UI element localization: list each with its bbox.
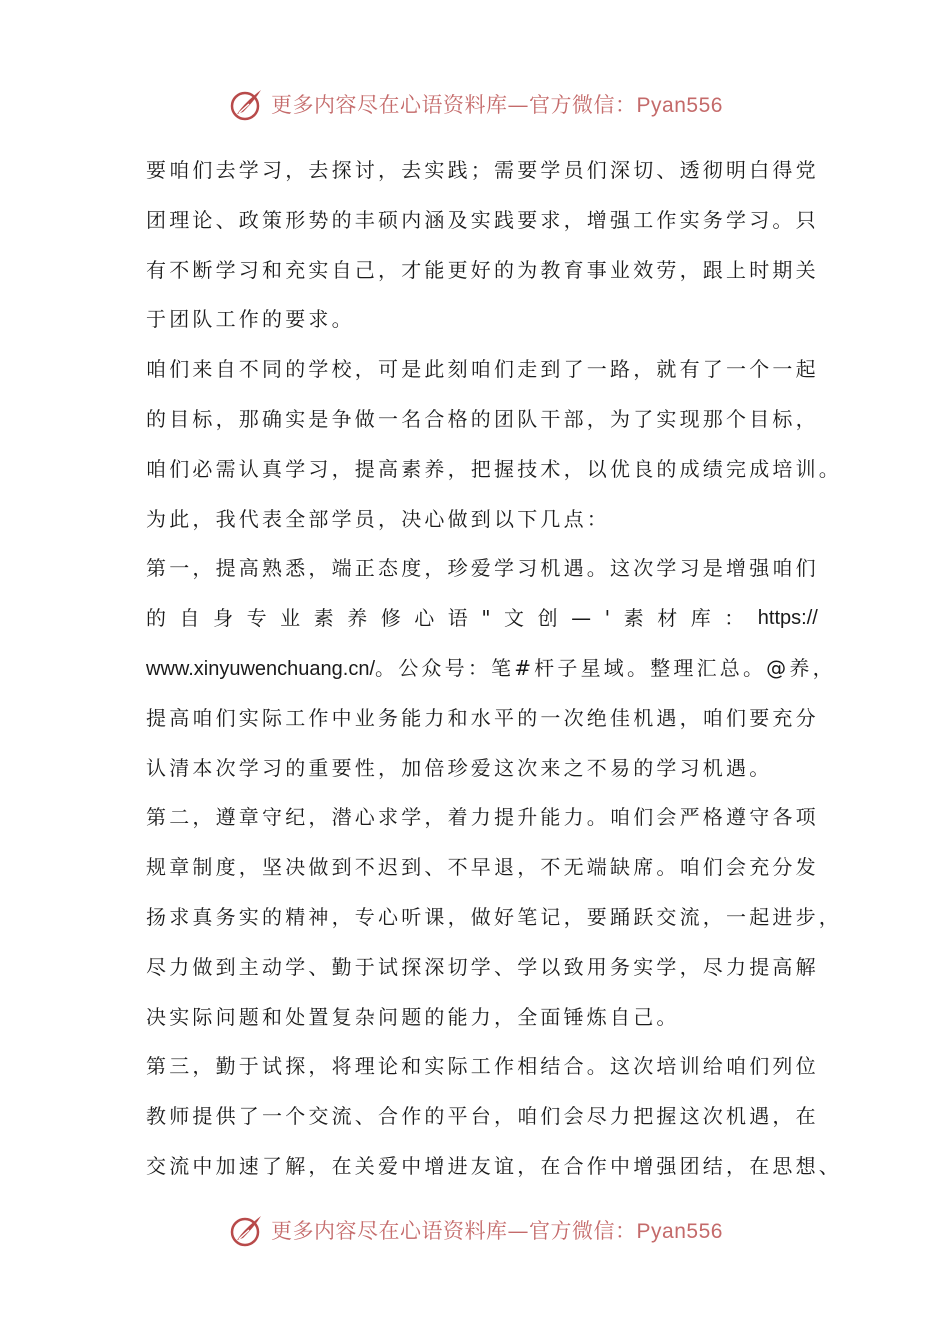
text-line: 教师提供了一个交流、合作的平台，咱们会尽力把握这次机遇，在 (146, 1104, 819, 1129)
text-line: 咱们来自不同的学校，可是此刻咱们走到了一路，就有了一个一起 (146, 357, 819, 382)
text-line: 认清本次学习的重要性，加倍珍爱这次来之不易的学习机遇。 (146, 755, 773, 780)
footer-banner (0, 1208, 950, 1252)
site-url: www.xinyuwenchuang.cn/ (146, 657, 376, 680)
text-line: 第三，勤于试探，将理论和实际工作相结合。这次培训给咱们列位 (146, 1054, 819, 1079)
banner-title: 更多内容尽在心语资料库—官方微信： (271, 93, 637, 117)
banner-title: 更多内容尽在心语资料库—官方微信： (271, 1219, 637, 1243)
spaced-char: 语 (447, 606, 468, 631)
text-line: 团理论、政策形势的丰硕内涵及实践要求，增强工作实务学习。只 (146, 207, 819, 232)
quill-logo-icon (227, 84, 267, 124)
url-fragment: https:// (757, 607, 818, 630)
spaced-char: 素 (623, 606, 644, 631)
spaced-char: 业 (280, 606, 301, 631)
text-line: 第二，遵章守纪，潜心求学，着力提升能力。咱们会严格遵守各项 (146, 805, 819, 830)
spaced-char: 自 (179, 606, 200, 631)
spaced-text-line (146, 594, 818, 644)
spaced-char: 素 (313, 606, 334, 631)
header-banner (0, 82, 950, 126)
text-line: 扬求真务实的精神，专心听课，做好笔记，要踊跃交流，一起进步， (146, 904, 842, 929)
spaced-char: 修 (380, 606, 401, 631)
text-line: 决实际问题和处置复杂问题的能力，全面锤炼自己。 (146, 1004, 680, 1029)
spaced-char: 材 (657, 606, 678, 631)
document-body (146, 146, 842, 1192)
text-line: 规章制度，坚决做到不迟到、不早退，不无端缺席。咱们会充分发 (146, 855, 819, 880)
text-line: 交流中加速了解，在关爱中增进友谊，在合作中增强团结，在思想、 (146, 1153, 842, 1178)
spaced-char: — (571, 606, 592, 631)
text-line: 有不断学习和充实自己，才能更好的为教育事业效劳，跟上时期关 (146, 257, 819, 282)
spaced-char: 创 (537, 606, 558, 631)
spaced-char: 文 (504, 606, 525, 631)
spaced-char: 养 (347, 606, 368, 631)
spaced-char: 库 (690, 606, 711, 631)
spaced-char: 专 (246, 606, 267, 631)
banner-wechat: Pyan556 (636, 94, 723, 117)
text-line: 咱们必需认真学习，提高素养，把握技术，以优良的成绩完成培训。 (146, 456, 842, 481)
banner-text (271, 89, 723, 119)
text-line: 尽力做到主动学、勤于试探深切学、学以致用务实学，尽力提高解 (146, 954, 819, 979)
url-text-line (146, 644, 836, 694)
banner-text (271, 1215, 723, 1245)
banner-wechat: Pyan556 (636, 1220, 723, 1243)
text-line: 第一，提高熟悉，端正态度，珍爱学习机遇。这次学习是增强咱们 (146, 556, 819, 581)
text-line: 的目标，那确实是争做一名合格的团队干部，为了实现那个目标， (146, 406, 819, 431)
text-line: 要咱们去学习，去探讨，去实践；需要学员们深切、透彻明白得党 (146, 158, 819, 182)
spaced-char: ' (604, 606, 611, 631)
spaced-char: 心 (414, 606, 435, 631)
text-line: 提高咱们实际工作中业务能力和水平的一次绝佳机遇，咱们要充分 (146, 705, 819, 730)
spaced-char: 身 (213, 606, 234, 631)
url-line-rest: 。公众号：笔#杆子星域。整理汇总。@养， (375, 655, 836, 680)
spaced-char: ： (724, 606, 745, 631)
spaced-char: 的 (146, 606, 166, 631)
spaced-char: " (481, 606, 491, 631)
text-line: 于团队工作的要求。 (146, 307, 355, 332)
text-line: 为此，我代表全部学员，决心做到以下几点： (146, 506, 610, 531)
quill-logo-icon (227, 1210, 267, 1250)
